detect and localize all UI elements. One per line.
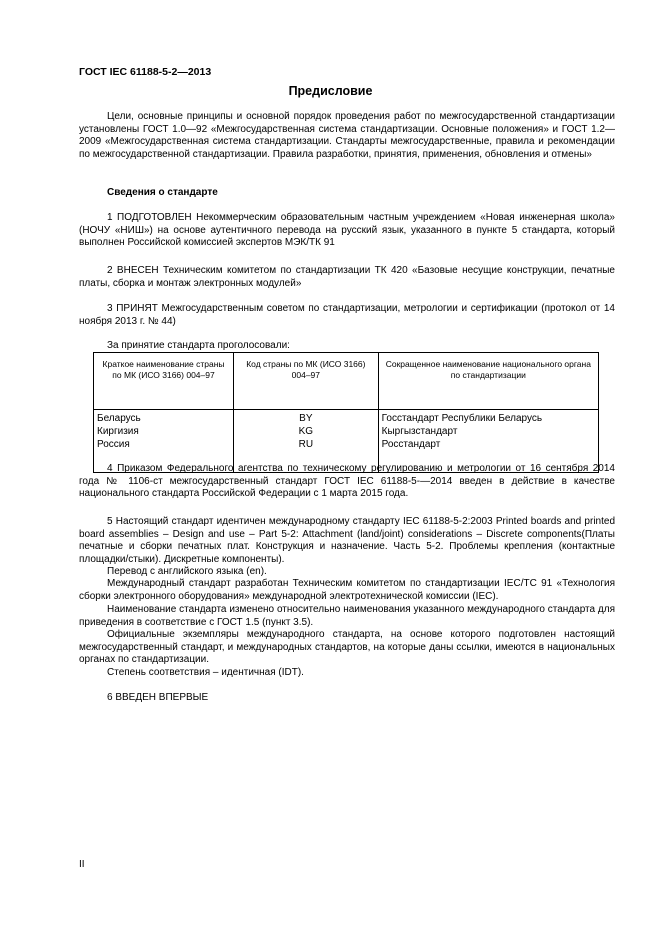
item-4-paragraph: 4 Приказом Федерального агентства по техническому регулированию и метрологии от 16 сентября 2014 года № 1106-ст межгосударственный стандарт ГОСТ IEC 61188-5-—2014 введен в действие в качестве национального стандарта Российской Федерации с 1 марта 2015 года. (79, 463, 615, 500)
country-code: KG (298, 426, 314, 437)
section-title: Сведения о стандарте (107, 187, 218, 198)
item-5-official-copies: Официальные экземпляры международного стандарта, на основе которого подготовлен настоящий межгосударственный стандарт, и международных стандартов, на которые даны ссылки, имеются в национальных органах по стандартизации. (79, 629, 615, 666)
header-standards-body: Сокращенное наименование национального органа по стандартизации (378, 353, 598, 410)
header-country-code: Код страны по МК (ИСО 3166) 004–97 (234, 353, 379, 410)
item-5-paragraph: 5 Настоящий стандарт идентичен международному стандарту IEC 61188-5-2:2003 Printed boards and printed board assemblies – Design and use – Part 5-2: Attachment (land/joint) considerations – Discrete components(Платы печатные и сборки печатных плат. Конструкция и назначение. Часть 5-2. Проблемы крепления (контактные площадки/стыки). Дискретные компоненты). (79, 516, 615, 565)
item-3-paragraph: 3 ПРИНЯТ Межгосударственным советом по стандартизации, метрологии и сертификации (протокол от 14 ноября 2013 г. № 44) (79, 303, 615, 327)
item-2-paragraph: 2 ВНЕСЕН Техническим комитетом по стандартизации ТК 420 «Базовые несущие конструкции, печатные платы, сборка и монтаж электронных модулей» (79, 265, 615, 289)
country-name: Беларусь (97, 413, 141, 424)
intro-paragraph: Цели, основные принципы и основной порядок проведения работ по межгосударственной стандартизации установлены ГОСТ 1.0—92 «Межгосударственная система стандартизации. Основные положения» и ГОСТ 1.2—2009 «Межгосударственная система стандартизации. Стандарты межгосударственные, правила и рекомендации по межгосударственной стандартизации. Правила разработки, принятия, применения, обновления и отмены» (79, 111, 615, 160)
header-country-name: Краткое наименование страны по МК (ИСО 3166) 004–97 (94, 353, 234, 410)
vote-table-header-row (94, 353, 599, 410)
country-code: RU (298, 439, 314, 450)
document-header: ГОСТ IEC 61188-5-2—2013 (79, 66, 212, 78)
item-5-developed: Международный стандарт разработан Техническим комитетом по стандартизации IEC/TC 91 «Технология сборки электронного оборудования» международной электротехнической комиссии (IEC). (79, 578, 615, 602)
vote-caption: За принятие стандарта проголосовали: (107, 340, 290, 351)
item-5-name-changed: Наименование стандарта изменено относительно наименования указанного международного стандарта для приведения в соответствие с ГОСТ 1.5 (пункт 3.5). (79, 604, 615, 628)
page-title: Предисловие (288, 84, 373, 98)
standards-body: Росстандарт (381, 439, 441, 450)
vote-table (93, 352, 599, 473)
item-5-degree: Степень соответствия – идентичная (IDT). (107, 667, 304, 678)
country-name: Киргизия (97, 426, 139, 437)
country-name: Россия (97, 439, 130, 450)
item-6-paragraph: 6 ВВЕДЕН ВПЕРВЫЕ (107, 692, 209, 703)
standards-body: Госстандарт Республики Беларусь (381, 413, 543, 424)
item-1-paragraph: 1 ПОДГОТОВЛЕН Некоммерческим образовательным частным учреждением «Новая инженерная школа» (НОЧУ «НИШ») на основе аутентичного перевода на русский язык, указанного в пункте 5 стандарта, который выполнен Российской комиссией экспертов МЭК/ТК 91 (79, 212, 615, 249)
standards-body: Кыргызстандарт (381, 426, 458, 437)
country-code: BY (299, 413, 313, 424)
item-5-translation: Перевод с английского языка (en). (107, 566, 267, 577)
page-number: II (79, 859, 85, 870)
